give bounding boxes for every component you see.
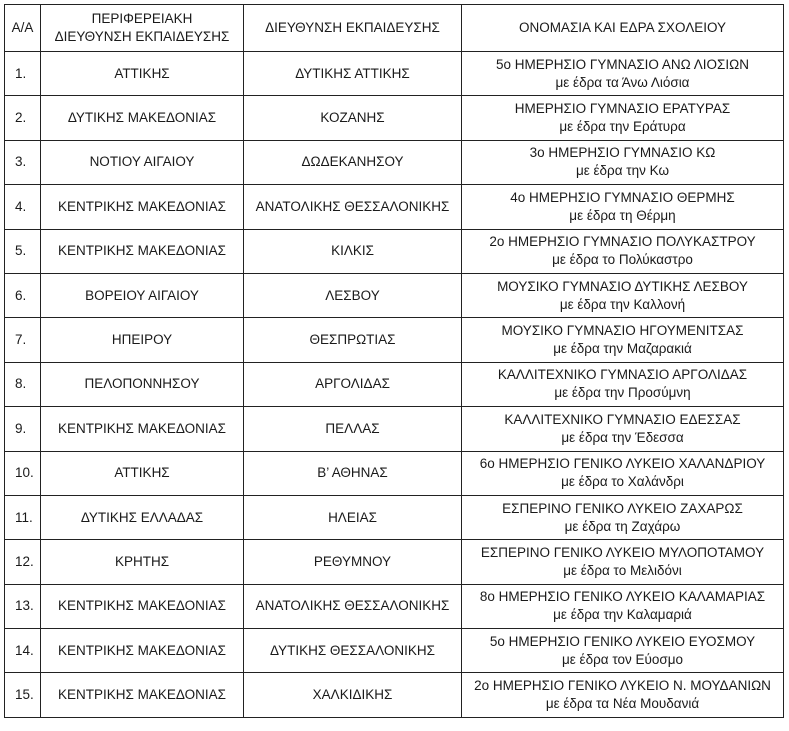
header-school: ΟΝΟΜΑΣΙΑ ΚΑΙ ΕΔΡΑ ΣΧΟΛΕΙΟΥ <box>462 5 784 52</box>
row-number: 3. <box>5 140 41 184</box>
row-school <box>462 362 784 406</box>
school-seat: με έδρα τα Άνω Λιόσια <box>555 74 690 90</box>
row-region: ΔΥΤΙΚΗΣ ΜΑΚΕΔΟΝΙΑΣ <box>41 96 244 140</box>
row-school <box>462 318 784 362</box>
school-name: 6ο ΗΜΕΡΗΣΙΟ ΓΕΝΙΚΟ ΛΥΚΕΙΟ ΧΑΛΑΝΔΡΙΟΥ <box>479 456 766 472</box>
row-number: 7. <box>5 318 41 362</box>
row-region: ΒΟΡΕΙΟΥ ΑΙΓΑΙΟΥ <box>41 273 244 317</box>
row-region: ΚΕΝΤΡΙΚΗΣ ΜΑΚΕΔΟΝΙΑΣ <box>41 673 244 717</box>
row-directorate: ΛΕΣΒΟΥ <box>244 273 462 317</box>
header-region <box>41 5 244 52</box>
header-region-line2: ΔΙΕΥΘΥΝΣΗ ΕΚΠΑΙΔΕΥΣΗΣ <box>54 29 230 44</box>
header-region-line1: ΠΕΡΙΦΕΡΕΙΑΚΗ <box>91 11 193 26</box>
table-row <box>5 540 784 584</box>
row-number: 14. <box>5 629 41 673</box>
school-name: ΕΣΠΕΡΙΝΟ ΓΕΝΙΚΟ ΛΥΚΕΙΟ ΜΥΛΟΠΟΤΑΜΟΥ <box>480 544 765 560</box>
row-school <box>462 52 784 96</box>
row-directorate: ΡΕΘΥΜΝΟΥ <box>244 540 462 584</box>
row-directorate: ΔΥΤΙΚΗΣ ΘΕΣΣΑΛΟΝΙΚΗΣ <box>244 629 462 673</box>
row-directorate: ΑΝΑΤΟΛΙΚΗΣ ΘΕΣΣΑΛΟΝΙΚΗΣ <box>244 584 462 628</box>
row-region: ΔΥΤΙΚΗΣ ΕΛΛΑΔΑΣ <box>41 495 244 539</box>
row-number: 11. <box>5 495 41 539</box>
row-number: 1. <box>5 52 41 96</box>
school-seat: με έδρα την Προσύμνη <box>554 385 691 401</box>
school-seat: με έδρα τα Νέα Μουδανιά <box>545 696 700 712</box>
row-school <box>462 96 784 140</box>
row-directorate: ΑΡΓΟΛΙΔΑΣ <box>244 362 462 406</box>
table-row <box>5 140 784 184</box>
table-row <box>5 584 784 628</box>
row-region: ΚΕΝΤΡΙΚΗΣ ΜΑΚΕΔΟΝΙΑΣ <box>41 629 244 673</box>
header-row <box>5 5 784 52</box>
school-seat: με έδρα την Εράτυρα <box>559 119 686 135</box>
school-seat: με έδρα το Χαλάνδρι <box>561 474 684 490</box>
row-school <box>462 540 784 584</box>
row-school <box>462 185 784 229</box>
table-header <box>5 5 784 52</box>
row-number: 13. <box>5 584 41 628</box>
school-seat: με έδρα την Έδεσσα <box>561 429 684 445</box>
row-directorate: ΘΕΣΠΡΩΤΙΑΣ <box>244 318 462 362</box>
row-region: ΑΤΤΙΚΗΣ <box>41 451 244 495</box>
school-name: 8ο ΗΜΕΡΗΣΙΟ ΓΕΝΙΚΟ ΛΥΚΕΙΟ ΚΑΛΑΜΑΡΙΑΣ <box>479 589 766 605</box>
row-school <box>462 451 784 495</box>
row-directorate: ΧΑΛΚΙΔΙΚΗΣ <box>244 673 462 717</box>
row-region: ΠΕΛΟΠΟΝΝΗΣΟΥ <box>41 362 244 406</box>
table-row <box>5 318 784 362</box>
row-region: ΝΟΤΙΟΥ ΑΙΓΑΙΟΥ <box>41 140 244 184</box>
table-row <box>5 96 784 140</box>
school-name: ΚΑΛΛΙΤΕΧΝΙΚΟ ΓΥΜΝΑΣΙΟ ΕΔΕΣΣΑΣ <box>504 411 741 427</box>
table-row <box>5 407 784 451</box>
row-school <box>462 584 784 628</box>
row-directorate: ΑΝΑΤΟΛΙΚΗΣ ΘΕΣΣΑΛΟΝΙΚΗΣ <box>244 185 462 229</box>
row-directorate: ΚΙΛΚΙΣ <box>244 229 462 273</box>
row-region: ΚΕΝΤΡΙΚΗΣ ΜΑΚΕΔΟΝΙΑΣ <box>41 229 244 273</box>
row-directorate: ΠΕΛΛΑΣ <box>244 407 462 451</box>
row-region: ΚΕΝΤΡΙΚΗΣ ΜΑΚΕΔΟΝΙΑΣ <box>41 407 244 451</box>
row-number: 4. <box>5 185 41 229</box>
schools-table <box>4 4 784 718</box>
row-region: ΗΠΕΙΡΟΥ <box>41 318 244 362</box>
row-number: 15. <box>5 673 41 717</box>
row-school <box>462 140 784 184</box>
school-name: 3ο ΗΜΕΡΗΣΙΟ ΓΥΜΝΑΣΙΟ ΚΩ <box>529 145 716 161</box>
table-row <box>5 229 784 273</box>
school-seat: με έδρα την Μαζαρακιά <box>553 341 692 357</box>
row-directorate: ΔΩΔΕΚΑΝΗΣΟΥ <box>244 140 462 184</box>
row-region: ΑΤΤΙΚΗΣ <box>41 52 244 96</box>
row-school <box>462 673 784 717</box>
row-number: 12. <box>5 540 41 584</box>
table-row <box>5 362 784 406</box>
header-num: Α/Α <box>5 5 41 52</box>
table-row <box>5 185 784 229</box>
row-directorate: ΚΟΖΑΝΗΣ <box>244 96 462 140</box>
school-seat: με έδρα τη Ζαχάρω <box>564 518 681 534</box>
school-seat: με έδρα το Μελιδόνι <box>563 562 682 578</box>
row-school <box>462 407 784 451</box>
table-row <box>5 52 784 96</box>
school-name: ΚΑΛΛΙΤΕΧΝΙΚΟ ΓΥΜΝΑΣΙΟ ΑΡΓΟΛΙΔΑΣ <box>497 367 748 383</box>
school-seat: με έδρα τον Εύοσμο <box>562 651 683 667</box>
school-name: 4ο ΗΜΕΡΗΣΙΟ ΓΥΜΝΑΣΙΟ ΘΕΡΜΗΣ <box>510 189 735 205</box>
school-seat: με έδρα την Καλλονή <box>559 296 686 312</box>
row-school <box>462 495 784 539</box>
table-row <box>5 273 784 317</box>
header-directorate: ΔΙΕΥΘΥΝΣΗ ΕΚΠΑΙΔΕΥΣΗΣ <box>244 5 462 52</box>
table-row <box>5 673 784 717</box>
school-name: 5ο ΗΜΕΡΗΣΙΟ ΓΥΜΝΑΣΙΟ ΑΝΩ ΛΙΟΣΙΩΝ <box>496 56 749 72</box>
row-number: 8. <box>5 362 41 406</box>
row-number: 2. <box>5 96 41 140</box>
row-directorate: ΔΥΤΙΚΗΣ ΑΤΤΙΚΗΣ <box>244 52 462 96</box>
school-name: ΗΜΕΡΗΣΙΟ ΓΥΜΝΑΣΙΟ ΕΡΑΤΥΡΑΣ <box>514 101 731 117</box>
row-school <box>462 629 784 673</box>
row-school <box>462 273 784 317</box>
school-name: ΕΣΠΕΡΙΝΟ ΓΕΝΙΚΟ ΛΥΚΕΙΟ ΖΑΧΑΡΩΣ <box>502 500 743 516</box>
table-row <box>5 629 784 673</box>
row-number: 6. <box>5 273 41 317</box>
school-name: ΜΟΥΣΙΚΟ ΓΥΜΝΑΣΙΟ ΔΥΤΙΚΗΣ ΛΕΣΒΟΥ <box>497 278 748 294</box>
row-region: ΚΕΝΤΡΙΚΗΣ ΜΑΚΕΔΟΝΙΑΣ <box>41 584 244 628</box>
school-name: 2ο ΗΜΕΡΗΣΙΟ ΓΥΜΝΑΣΙΟ ΠΟΛΥΚΑΣΤΡΟΥ <box>489 234 756 250</box>
row-number: 10. <box>5 451 41 495</box>
school-name: 2ο ΗΜΕΡΗΣΙΟ ΓΕΝΙΚΟ ΛΥΚΕΙΟ Ν. ΜΟΥΔΑΝΙΩΝ <box>474 678 771 694</box>
school-seat: με έδρα την Κω <box>575 163 670 179</box>
row-school <box>462 229 784 273</box>
school-name: ΜΟΥΣΙΚΟ ΓΥΜΝΑΣΙΟ ΗΓΟΥΜΕΝΙΤΣΑΣ <box>501 323 744 339</box>
school-name: 5ο ΗΜΕΡΗΣΙΟ ΓΕΝΙΚΟ ΛΥΚΕΙΟ ΕΥΟΣΜΟΥ <box>489 633 756 649</box>
table-body <box>5 52 784 718</box>
table-row <box>5 451 784 495</box>
row-region: ΚΕΝΤΡΙΚΗΣ ΜΑΚΕΔΟΝΙΑΣ <box>41 185 244 229</box>
school-seat: με έδρα τη Θέρμη <box>569 207 676 223</box>
table-row <box>5 495 784 539</box>
row-number: 5. <box>5 229 41 273</box>
school-seat: με έδρα το Πολύκαστρο <box>552 252 693 268</box>
row-directorate: Β’ ΑΘΗΝΑΣ <box>244 451 462 495</box>
school-seat: με έδρα την Καλαμαριά <box>553 607 692 623</box>
row-directorate: ΗΛΕΙΑΣ <box>244 495 462 539</box>
row-region: ΚΡΗΤΗΣ <box>41 540 244 584</box>
row-number: 9. <box>5 407 41 451</box>
